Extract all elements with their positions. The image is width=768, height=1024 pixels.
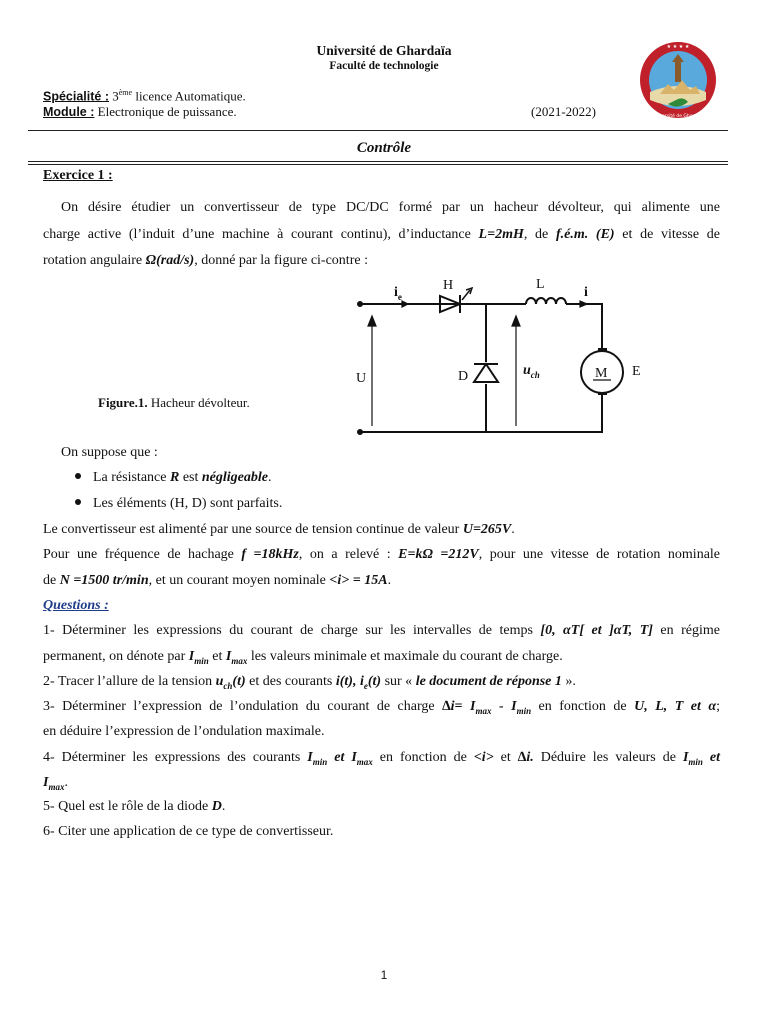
intro-line-3: rotation angulaire Ω(rad/s), donné par la figure ci-contre : <box>43 253 368 268</box>
wire-bottom <box>360 392 602 432</box>
diode-D <box>474 364 498 382</box>
buck-converter-circuit <box>340 274 660 444</box>
label-H: H <box>443 278 454 293</box>
bullet-icon <box>75 473 81 479</box>
module-label: Module : <box>43 105 95 119</box>
frequency-line: Pour une fréquence de hachage f =18kHz, on a relevé : E=kΩ =212V, pour une vitesse de rotation nominale <box>43 547 721 562</box>
question-1-line-1: 1- Déterminer les expressions du courant de charge sur les intervalles de temps [0, αT[ et ]αT, T] en régime <box>43 623 720 638</box>
label-D: D <box>458 369 469 384</box>
question-4-line-1: 4- Déterminer les expressions des courants $I_{min}$ et $I_{max}$ en fonction de <i> et ∆i. Déduire les valeurs de $I_{min}$ et <box>43 750 720 767</box>
arrow-i-head <box>580 301 587 307</box>
intro-line-1: On désire étudier un convertisseur de type DC/DC formé par un hacheur dévolteur, qui alimente une <box>61 200 720 215</box>
speed-current-line: de N =1500 tr/min, et un courant moyen nominale <i> = 15A. <box>43 573 392 588</box>
question-6: 6- Citer une application de ce type de convertisseur. <box>43 824 334 839</box>
label-uch: $u_{ch}$ <box>523 363 540 380</box>
label-M: M <box>595 366 608 381</box>
questions-heading: Questions : <box>43 598 109 613</box>
speciality-label: Spécialité : <box>43 89 109 104</box>
academic-year: (2021-2022) <box>531 104 596 119</box>
exercise-title: Exercice 1 : <box>43 168 113 183</box>
header-divider <box>28 130 728 131</box>
terminal-top <box>357 301 363 307</box>
inductor-L <box>526 298 566 304</box>
title-divider-top <box>28 161 728 162</box>
arrow-U-head <box>368 316 376 326</box>
label-U: U <box>356 371 367 386</box>
assumptions-intro: On suppose que : <box>61 445 158 460</box>
question-4-line-2: $I_{max}$. <box>43 775 68 792</box>
question-2: 2- Tracer l’allure de la tension $u_{ch}(t)$ et des courants i(t), $i_e(t)$ sur « le document de réponse 1 ». <box>43 674 576 691</box>
label-ie: $i_e$ <box>394 285 402 302</box>
question-3-line-1: 3- Déterminer l’expression de l’ondulation du courant de charge $\Delta i= I_{max} - I_{min}$ en fonction de U, L, T et α; <box>43 699 720 716</box>
page-number: 1 <box>380 968 388 982</box>
label-E: E <box>632 364 641 379</box>
module-line: Module : Electronique de puissance. <box>43 104 237 119</box>
question-5: 5- Quel est le rôle de la diode D. <box>43 799 226 814</box>
list-item: La résistance R est négligeable. <box>75 470 271 486</box>
question-3-line-2: en déduire l’expression de l’ondulation maximale. <box>43 724 325 739</box>
question-1-line-2: permanent, on dénote par $I_{min}$ et $I_{max}$ les valeurs minimale et maximale du courant de charge. <box>43 649 563 666</box>
faculty-name: Faculté de technologie <box>329 60 439 72</box>
figure-caption: Figure.1. Hacheur dévolteur. <box>98 395 250 410</box>
bullet-icon <box>75 499 81 505</box>
logo-stars: ★ ★ ★ ★ <box>666 44 690 50</box>
university-logo <box>638 40 718 120</box>
terminal-bottom <box>357 429 363 435</box>
wire-top-right <box>566 304 602 354</box>
title-divider-bottom <box>28 164 728 165</box>
logo-caption: Université de Ghardaïa <box>652 114 704 119</box>
list-item: Les éléments (H, D) sont parfaits. <box>75 496 282 512</box>
intro-line-2: charge active (l’induit d’une machine à courant continu), d’inductance L=2mH, de f.é.m. (E) et de vitesse de <box>43 227 721 242</box>
university-name: Université de Ghardaïa <box>316 43 452 58</box>
label-L: L <box>536 277 545 292</box>
label-i: i <box>584 285 588 300</box>
speciality-line: Spécialité : 3ème licence Automatique. <box>43 88 246 104</box>
page-title: Contrôle <box>356 140 412 156</box>
supply-voltage-line: Le convertisseur est alimenté par une source de tension continue de valeur U=265V. <box>43 522 515 537</box>
arrow-ie-head <box>402 301 408 307</box>
arrow-uch-head <box>512 316 520 326</box>
